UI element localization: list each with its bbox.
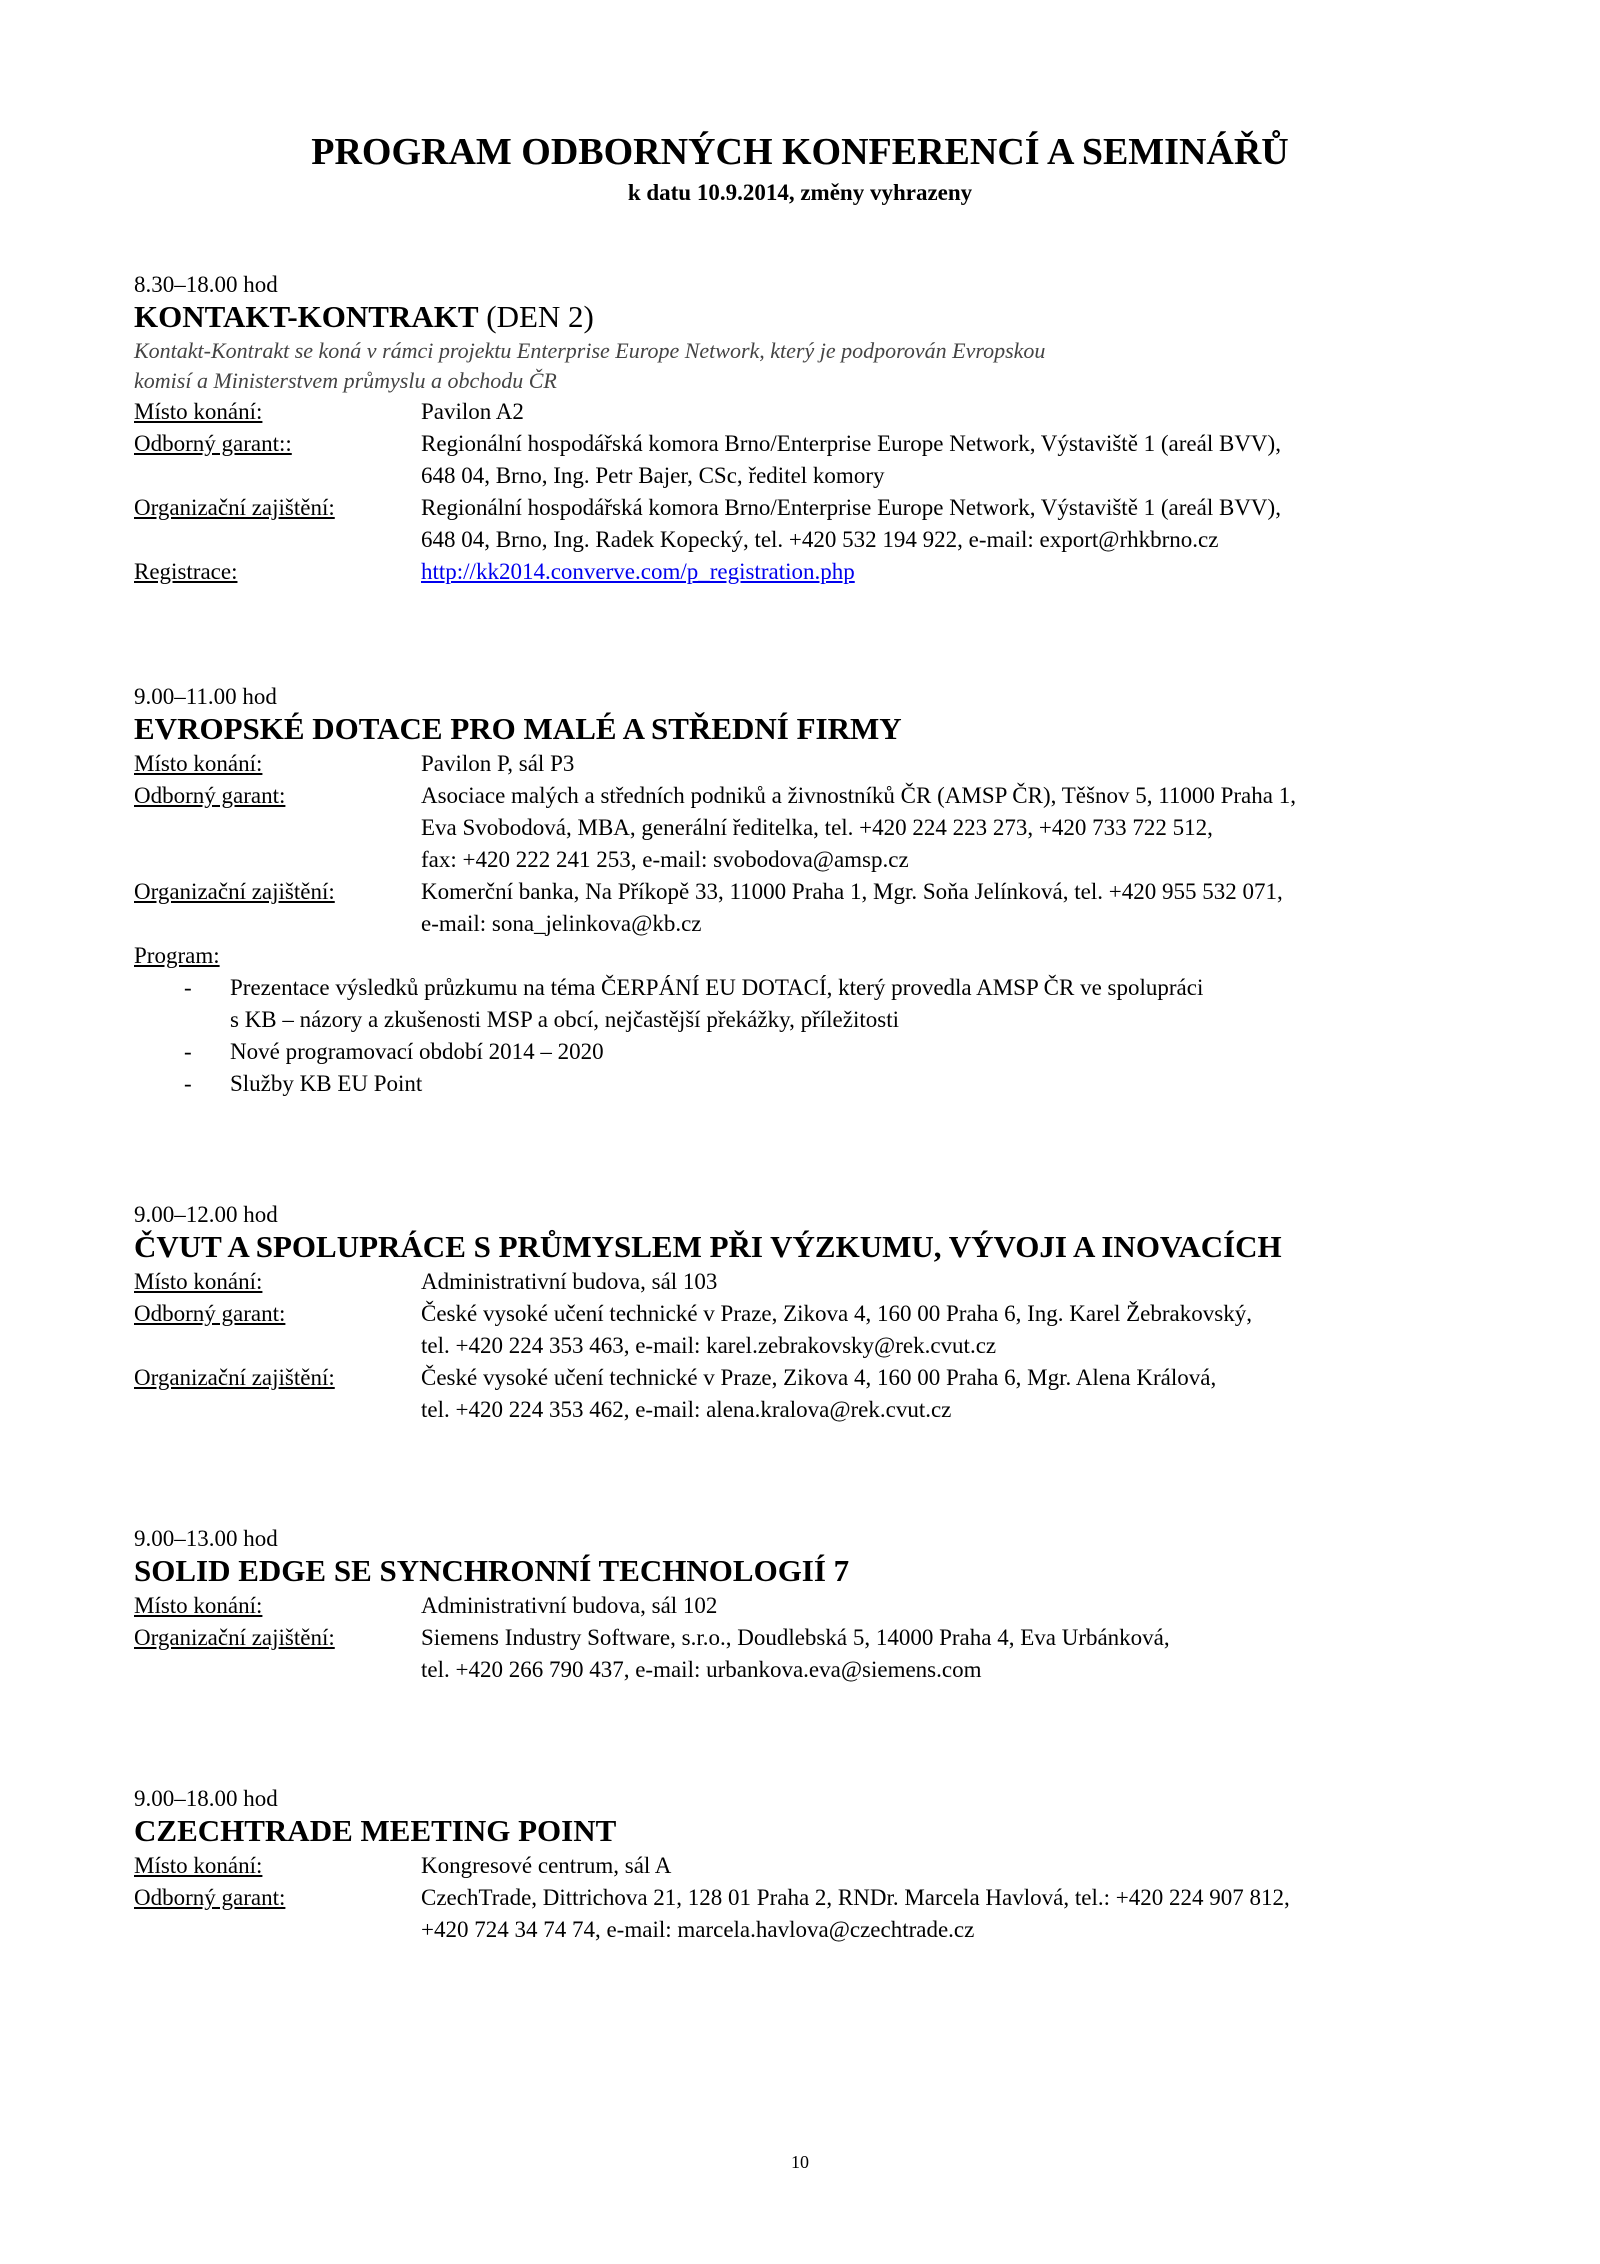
info-row-venue — [134, 1850, 1474, 1882]
info-label: Místo konání: — [134, 1593, 263, 1618]
program-label: Program: — [134, 943, 220, 968]
info-row-guarantor — [134, 1882, 1474, 1946]
section-czechtrade — [134, 1784, 1474, 1946]
document-title: PROGRAM ODBORNÝCH KONFERENCÍ A SEMINÁŘŮ — [311, 131, 1289, 173]
section-heading: SOLID EDGE SE SYNCHRONNÍ TECHNOLOGIÍ 7 — [134, 1553, 850, 1588]
info-value — [421, 780, 1474, 876]
info-value — [421, 1850, 1474, 1882]
info-value-line: České vysoké učení technické v Praze, Zikova 4, 160 00 Praha 6, Mgr. Alena Králová, — [421, 1365, 1217, 1390]
info-value-line: Siemens Industry Software, s.r.o., Doudlebská 5, 14000 Praha 4, Eva Urbánková, — [421, 1625, 1170, 1650]
info-row-organization — [134, 876, 1474, 940]
section-kontakt-kontrakt — [134, 270, 1474, 588]
info-value — [421, 428, 1474, 492]
section-evropske-dotace — [134, 682, 1474, 1100]
info-value — [421, 556, 1474, 588]
info-value-line: fax: +420 222 241 253, e-mail: svobodova@amsp.cz — [421, 847, 909, 872]
info-row-venue — [134, 748, 1474, 780]
program-item-line: - Služby KB EU Point — [230, 1071, 423, 1096]
info-value — [421, 1590, 1474, 1622]
info-row-venue — [134, 1266, 1474, 1298]
info-value-line: Regionální hospodářská komora Brno/Enterprise Europe Network, Výstaviště 1 (areál BVV), — [421, 431, 1281, 456]
section-heading: EVROPSKÉ DOTACE PRO MALÉ A STŘEDNÍ FIRMY — [134, 711, 902, 746]
info-row-organization — [134, 1622, 1474, 1686]
section-solid-edge — [134, 1524, 1474, 1686]
info-row-organization — [134, 1362, 1474, 1426]
section-heading-suffix: (DEN 2) — [478, 299, 594, 334]
info-row-guarantor — [134, 428, 1474, 492]
info-value-line: Eva Svobodová, MBA, generální ředitelka, tel. +420 224 223 273, +420 733 722 512, — [421, 815, 1213, 840]
info-value — [421, 1882, 1474, 1946]
info-value-line: e-mail: sona_jelinkova@kb.cz — [421, 911, 702, 936]
section-heading — [134, 300, 1474, 334]
info-value — [421, 1362, 1474, 1426]
document-subtitle: k datu 10.9.2014, změny vyhrazeny — [627, 180, 973, 205]
program-list — [134, 972, 1474, 1100]
info-value — [421, 1298, 1474, 1362]
info-row-venue — [134, 396, 1474, 428]
info-value-line: 648 04, Brno, Ing. Radek Kopecký, tel. +420 532 194 922, e-mail: export@rhkbrno.cz — [421, 527, 1219, 552]
info-value-line: Komerční banka, Na Příkopě 33, 11000 Praha 1, Mgr. Soňa Jelínková, tel. +420 955 532 071, — [421, 879, 1283, 904]
section-time: 8.30–18.00 hod — [134, 272, 278, 297]
section-heading: CZECHTRADE MEETING POINT — [134, 1813, 617, 1848]
info-value-line: tel. +420 224 353 462, e-mail: alena.kralova@rek.cvut.cz — [421, 1397, 952, 1422]
program-item — [134, 1036, 1474, 1068]
info-label: Místo konání: — [134, 1853, 263, 1878]
section-cvut — [134, 1200, 1474, 1426]
info-row-guarantor — [134, 780, 1474, 876]
info-value-line: České vysoké učení technické v Praze, Zikova 4, 160 00 Praha 6, Ing. Karel Žebrakovský, — [421, 1301, 1252, 1326]
info-value-line: Administrativní budova, sál 102 — [421, 1593, 718, 1618]
info-label: Odborný garant:: — [134, 431, 292, 456]
info-value-line: Pavilon P, sál P3 — [421, 751, 575, 776]
info-label: Organizační zajištění: — [134, 495, 335, 520]
info-label: Místo konání: — [134, 1269, 263, 1294]
info-value-line: tel. +420 224 353 463, e-mail: karel.zebrakovsky@rek.cvut.cz — [421, 1333, 997, 1358]
info-value — [421, 492, 1474, 556]
info-label: Organizační zajištění: — [134, 1365, 335, 1390]
section-time: 9.00–13.00 hod — [134, 1526, 278, 1551]
section-time: 9.00–12.00 hod — [134, 1202, 278, 1227]
info-label: Registrace: — [134, 559, 238, 584]
section-time: 9.00–18.00 hod — [134, 1786, 278, 1811]
info-label: Organizační zajištění: — [134, 1625, 335, 1650]
section-heading: ČVUT A SPOLUPRÁCE S PRŮMYSLEM PŘI VÝZKUMU, VÝVOJI A INOVACÍCH — [134, 1229, 1282, 1264]
page-number: 10 — [791, 2152, 809, 2172]
info-value-line: Pavilon A2 — [421, 399, 524, 424]
info-value — [421, 748, 1474, 780]
info-value-line: 648 04, Brno, Ing. Petr Bajer, CSc, ředitel komory — [421, 463, 885, 488]
info-label: Odborný garant: — [134, 1301, 286, 1326]
section-time: 9.00–11.00 hod — [134, 684, 277, 709]
info-value-line: Kongresové centrum, sál A — [421, 1853, 672, 1878]
program-item-line: s KB – názory a zkušenosti MSP a obcí, nejčastější překážky, příležitosti — [230, 1007, 899, 1032]
info-value-line: tel. +420 266 790 437, e-mail: urbankova.eva@siemens.com — [421, 1657, 982, 1682]
info-value-line: Regionální hospodářská komora Brno/Enterprise Europe Network, Výstaviště 1 (areál BVV), — [421, 495, 1281, 520]
program-item — [134, 972, 1474, 1036]
info-value-line: +420 724 34 74 74, e-mail: marcela.havlova@czechtrade.cz — [421, 1917, 975, 1942]
info-label: Organizační zajištění: — [134, 879, 335, 904]
info-value — [421, 396, 1474, 428]
program-item-line: - Nové programovací období 2014 – 2020 — [230, 1039, 604, 1064]
program-item-line: - Prezentace výsledků průzkumu na téma ČERPÁNÍ EU DOTACÍ, který provedla AMSP ČR ve spolupráci — [230, 975, 1204, 1000]
info-value — [421, 1622, 1474, 1686]
program-item — [134, 1068, 1474, 1100]
info-row-venue — [134, 1590, 1474, 1622]
info-value-line: Administrativní budova, sál 103 — [421, 1269, 718, 1294]
section-heading-text: KONTAKT-KONTRAKT — [134, 299, 479, 334]
info-value — [421, 876, 1474, 940]
registration-link[interactable]: http://kk2014.converve.com/p_registration.php — [421, 559, 855, 584]
info-value-line: CzechTrade, Dittrichova 21, 128 01 Praha 2, RNDr. Marcela Havlová, tel.: +420 224 907 812, — [421, 1885, 1290, 1910]
info-row-registration — [134, 556, 1474, 588]
info-value-line: Asociace malých a středních podniků a živnostníků ČR (AMSP ČR), Těšnov 5, 11000 Praha 1, — [421, 783, 1296, 808]
info-label: Místo konání: — [134, 399, 263, 424]
section-description-line: komisí a Ministerstvem průmyslu a obchodu ČR — [134, 368, 557, 393]
info-label: Odborný garant: — [134, 783, 286, 808]
section-description-line: Kontakt-Kontrakt se koná v rámci projektu Enterprise Europe Network, který je podporován Evropskou — [134, 338, 1046, 363]
info-row-organization — [134, 492, 1474, 556]
info-row-guarantor — [134, 1298, 1474, 1362]
info-label: Místo konání: — [134, 751, 263, 776]
info-value — [421, 1266, 1474, 1298]
info-label: Odborný garant: — [134, 1885, 286, 1910]
